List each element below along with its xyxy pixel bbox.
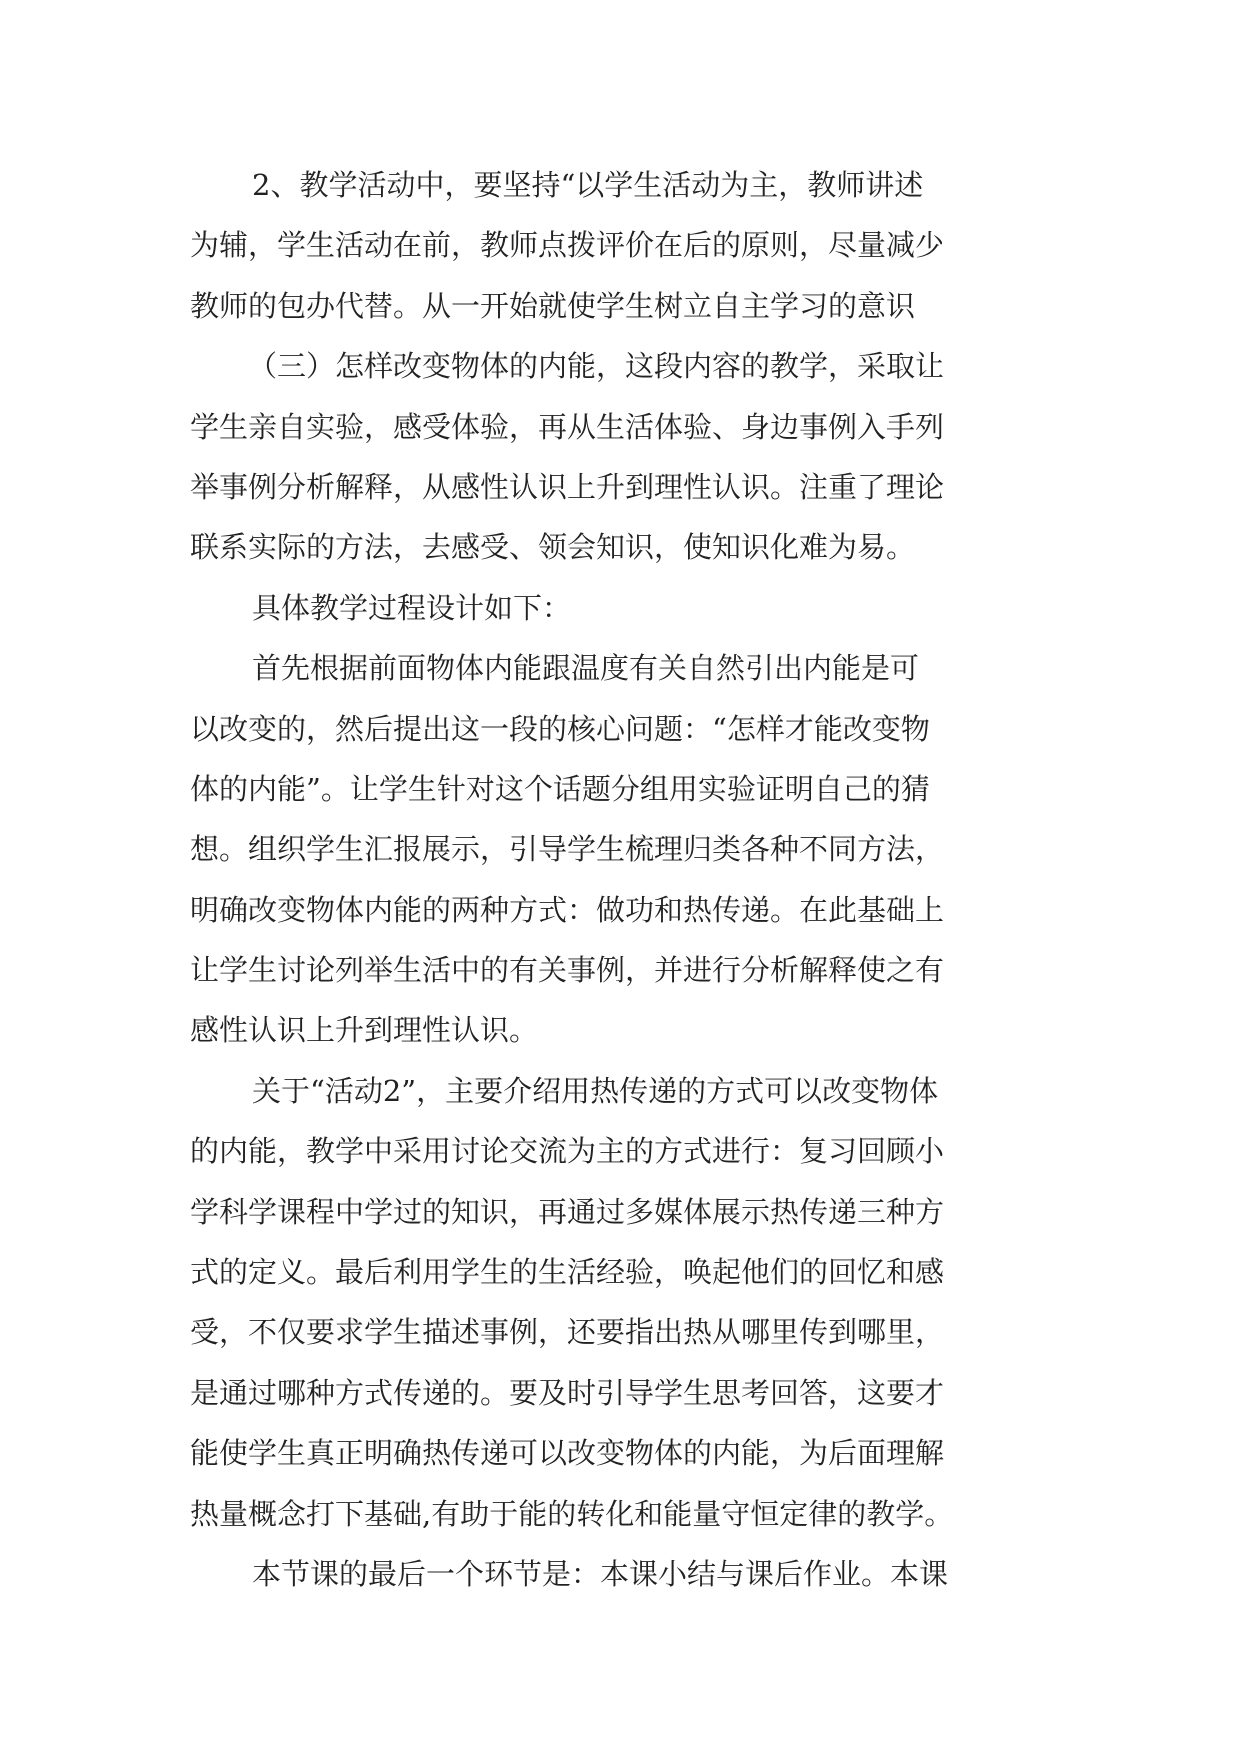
text-line: 关于“活动2”，主要介绍用热传递的方式可以改变物体	[252, 1073, 939, 1108]
text-line: 体的内能”。让学生针对这个话题分组用实验证明自己的猜	[190, 771, 930, 806]
text-line: 举事例分析解释，从感性认识上升到理性认识。注重了理论	[190, 469, 945, 504]
text-line: 明确改变物体内能的两种方式：做功和热传递。在此基础上	[190, 892, 945, 927]
text-line: 联系实际的方法，去感受、领会知识，使知识化难为易。	[190, 530, 916, 565]
text-line: 以改变的，然后提出这一段的核心问题：“怎样才能改变物	[190, 711, 930, 746]
body-text	[190, 155, 1050, 1604]
text-line: 让学生讨论列举生活中的有关事例，并进行分析解释使之有	[190, 953, 945, 988]
text-line: 2、教学活动中，要坚持“以学生活动为主，教师讲述	[252, 168, 924, 202]
text-line: （三）怎样改变物体的内能，这段内容的教学，采取让	[248, 349, 945, 384]
text-line: 热量概念打下基础,有助于能的转化和能量守恒定律的教学。	[190, 1496, 954, 1531]
text-line: 式的定义。最后利用学生的生活经验，唤起他们的回忆和感	[190, 1255, 945, 1290]
text-line: 学生亲自实验，感受体验，再从生活体验、身边事例入手列	[190, 409, 945, 444]
text-line: 学科学课程中学过的知识，再通过多媒体展示热传递三种方	[190, 1194, 945, 1229]
text-line: 受，不仅要求学生描述事例，还要指出热从哪里传到哪里，	[190, 1315, 945, 1350]
text-line: 首先根据前面物体内能跟温度有关自然引出内能是可	[252, 651, 920, 686]
text-line: 为辅，学生活动在前，教师点拨评价在后的原则，尽量减少	[190, 228, 945, 263]
text-line: 教师的包办代替。从一开始就使学生树立自主学习的意识	[190, 288, 916, 323]
text-line: 的内能，教学中采用讨论交流为主的方式进行：复习回顾小	[190, 1134, 945, 1169]
text-line: 想。组织学生汇报展示，引导学生梳理归类各种不同方法，	[190, 832, 945, 867]
text-line: 能使学生真正明确热传递可以改变物体的内能，为后面理解	[190, 1436, 945, 1471]
text-line: 感性认识上升到理性认识。	[190, 1013, 539, 1048]
text-line: 具体教学过程设计如下：	[252, 590, 572, 625]
text-line: 本节课的最后一个环节是：本课小结与课后作业。本课	[252, 1556, 949, 1591]
text-line: 是通过哪种方式传递的。要及时引导学生思考回答，这要才	[190, 1375, 945, 1410]
